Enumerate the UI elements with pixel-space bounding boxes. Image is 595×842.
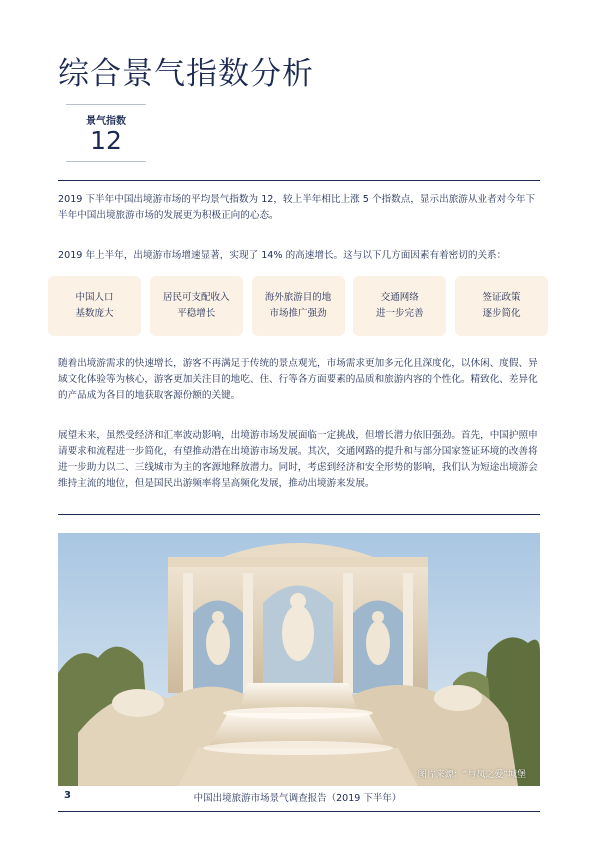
photo-caption: 图片来源：“与凤之爱”城堡 (417, 770, 526, 780)
factor-line-2: 市场推广强劲 (269, 308, 327, 319)
factor-line-2: 基数庞大 (75, 308, 114, 319)
factor-card (150, 276, 243, 336)
factor-line-1: 交通网络 (380, 292, 419, 303)
index-label: 景气指数 (86, 116, 126, 127)
footer-title: 中国出境旅游市场景气调查报告（2019 下半年） (193, 793, 402, 804)
factor-line-1: 签证政策 (482, 292, 521, 303)
factor-line-1: 中国人口 (75, 292, 114, 303)
index-value: 12 (90, 126, 122, 155)
paragraph-2: 2019 年上半年，出境游市场增速显著，实现了 14% 的高速增长。这与以下几方面因素有着密切的关系： (58, 250, 507, 261)
section-divider-top (58, 180, 540, 181)
index-box (66, 104, 146, 161)
factor-line-2: 逐步简化 (482, 308, 521, 319)
factor-line-2: 进一步完善 (375, 308, 424, 319)
factor-card (48, 276, 141, 336)
fountain-photo (58, 533, 540, 786)
page-title: 综合景气指数分析 (58, 56, 314, 92)
factor-card (353, 276, 446, 336)
factor-row (48, 276, 548, 336)
page-number: 3 (64, 790, 71, 801)
paragraph-1: 2019 下半年中国出境游市场的平均景气指数为 12，较上半年相比上涨 5 个指数点，显示出旅游从业者对今年下半年中国出境旅游市场的发展更为积极正向的心态。 (58, 194, 536, 221)
fountain-illustration (58, 533, 540, 786)
factor-card (455, 276, 548, 336)
section-divider-bottom (58, 514, 540, 515)
index-bottom-rule (66, 161, 146, 162)
factor-line-1: 居民可支配收入 (162, 292, 230, 303)
factor-line-1: 海外旅游目的地 (264, 292, 332, 303)
paragraph-3: 随着出境游需求的快速增长，游客不再满足于传统的景点观光，市场需求更加多元化且深度化，以休闲、度假、异域文化体验等为核心，游客更加关注目的地吃、住、行等各方面要素的品质和旅游内容的个性化。精致化、差异化的产品成为各目的地获取客源份额的关键。 (58, 358, 538, 401)
factor-line-2: 平稳增长 (177, 308, 216, 319)
paragraph-4: 展望未来，虽然受经济和汇率波动影响，出境游市场发展面临一定挑战，但增长潜力依旧强劲。首先，中国护照申请要求和流程进一步简化，有望推动潜在出境游市场发展。其次，交通网路的提升和与部分国家签证环境的改善将进一步助力以二、三线城市为主的客源地释放潜力。同时，考虑到经济和安全形势的影响，我们认为短途出境游会维持主流的地位，但是国民出游频率将呈高频化发展，推动出境游来发展。 (58, 430, 538, 489)
index-top-rule (66, 104, 146, 105)
factor-card (252, 276, 345, 336)
footer-rule (58, 811, 540, 812)
